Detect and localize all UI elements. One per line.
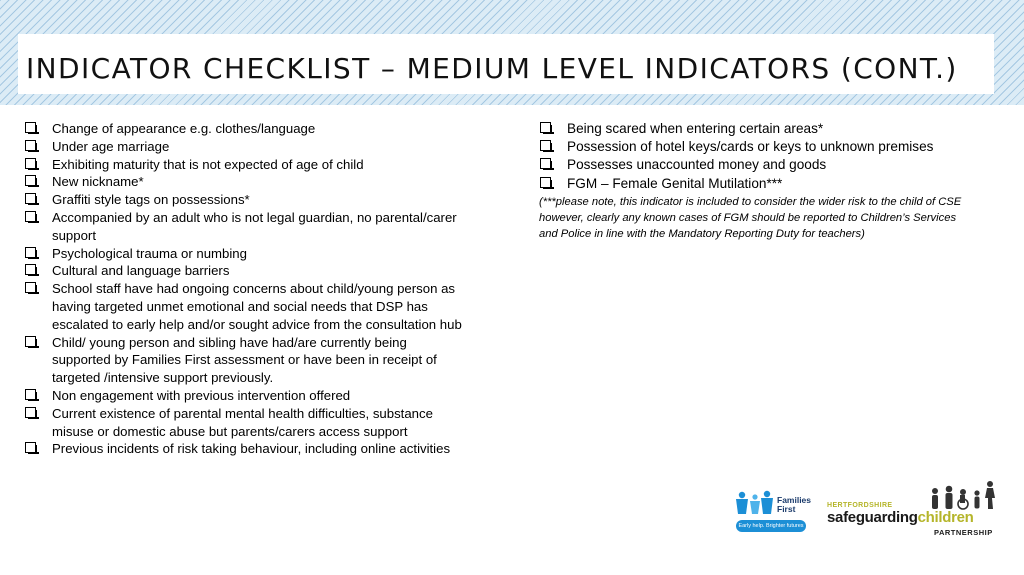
list-item: Accompanied by an adult who is not legal guardian, no parental/carer support	[22, 209, 462, 245]
list-item: Under age marriage	[22, 138, 462, 156]
list-item: Cultural and language barriers	[22, 262, 462, 280]
partnership-label: PARTNERSHIP	[934, 528, 993, 537]
checkbox-icon	[540, 122, 551, 133]
people-figures-icon	[927, 480, 997, 510]
hertfordshire-safeguarding-logo	[827, 480, 997, 542]
checkbox-icon	[25, 175, 36, 186]
families-first-logo	[735, 490, 812, 534]
checkbox-icon	[25, 193, 36, 204]
families-first-name: Families First	[777, 495, 812, 514]
families-first-tagline: Early help. Brighter futures	[736, 520, 806, 532]
list-item: Psychological trauma or numbing	[22, 245, 462, 263]
list-item: Current existence of parental mental health difficulties, substance misuse or domestic abuse but parents/carers access support	[22, 405, 462, 441]
safeguarding-wordmark: safeguardingchildren	[827, 509, 974, 526]
checkbox-icon	[25, 264, 36, 275]
list-item: Previous incidents of risk taking behaviour, including online activities	[22, 440, 462, 458]
left-checklist	[22, 120, 462, 458]
list-item: Exhibiting maturity that is not expected of age of child	[22, 156, 462, 174]
list-item: Possession of hotel keys/cards or keys to unknown premises	[537, 138, 977, 156]
checkbox-icon	[25, 140, 36, 151]
checkbox-icon	[25, 211, 36, 222]
checkbox-icon	[25, 407, 36, 418]
checkbox-icon	[540, 158, 551, 169]
checkbox-icon	[25, 282, 36, 293]
list-item: Change of appearance e.g. clothes/language	[22, 120, 462, 138]
families-figures-icon	[735, 490, 775, 516]
list-item: New nickname*	[22, 173, 462, 191]
right-checklist	[537, 120, 977, 242]
checkbox-icon	[540, 140, 551, 151]
checkbox-icon	[25, 336, 36, 347]
county-label: HERTFORDSHIRE	[827, 502, 893, 509]
checkbox-icon	[25, 122, 36, 133]
checkbox-icon	[540, 177, 551, 188]
list-item: Graffiti style tags on possessions*	[22, 191, 462, 209]
list-item: Possesses unaccounted money and goods	[537, 156, 977, 174]
checkbox-icon	[25, 389, 36, 400]
list-item: School staff have had ongoing concerns about child/young person as having targeted unmet emotional and social needs that DSP has escalated to early help and/or sought advice from the consultation hub	[22, 280, 462, 333]
list-item: Being scared when entering certain areas*	[537, 120, 977, 138]
list-item: Non engagement with previous intervention offered	[22, 387, 462, 405]
checkbox-icon	[25, 442, 36, 453]
checkbox-icon	[25, 247, 36, 258]
checkbox-icon	[25, 158, 36, 169]
page-title: INDICATOR CHECKLIST – MEDIUM LEVEL INDICATORS (CONT.)	[26, 52, 958, 85]
fgm-note: (***please note, this indicator is included to consider the wider risk to the child of CSE however, clearly any known cases of FGM should be reported to Children’s Services and Police in line with the Mandatory Reporting Duty for teachers)	[539, 195, 962, 240]
list-item: FGM – Female Genital Mutilation***	[537, 175, 977, 193]
list-item: Child/ young person and sibling have had/are currently being supported by Families First assessment or have been in receipt of targeted /intensive support previously.	[22, 334, 462, 387]
